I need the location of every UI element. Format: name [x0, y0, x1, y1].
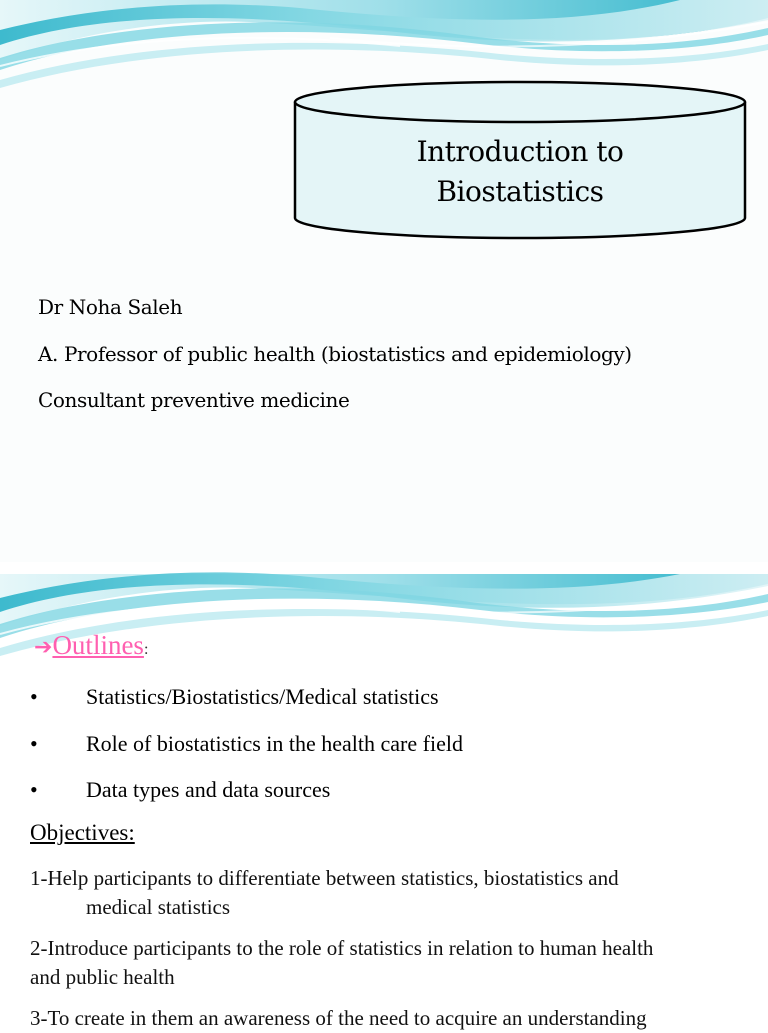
list-item-text: Data types and data sources — [86, 777, 331, 802]
objective-text: 2-Introduce participants to the role of statistics in relation to human health — [30, 936, 654, 960]
objective-text-continued: and public health — [30, 965, 175, 989]
objective-item — [30, 934, 653, 992]
objective-item — [30, 864, 619, 922]
bullet-icon: • — [30, 731, 38, 756]
objective-text: 3-To create in them an awareness of the need to acquire an understanding — [30, 1006, 647, 1030]
bullet-icon: • — [30, 777, 38, 802]
list-item — [30, 731, 463, 757]
list-item — [30, 777, 330, 803]
slide-title — [292, 132, 748, 212]
author-position: A. Professor of public health (biostatistics and epidemiology) — [38, 342, 632, 366]
objective-item — [30, 1004, 647, 1033]
outlines-heading — [34, 630, 148, 661]
objectives-heading: Objectives: — [30, 820, 135, 845]
list-item — [30, 684, 439, 710]
author-role: Consultant preventive medicine — [38, 388, 350, 412]
list-item-text: Role of biostatistics in the health care field — [86, 731, 463, 756]
author-name: Dr Noha Saleh — [38, 295, 183, 319]
bullet-icon: • — [30, 684, 38, 709]
slide-title-line-1: Introduction to — [416, 135, 624, 168]
objective-text: 1-Help participants to differentiate between statistics, biostatistics and — [30, 866, 619, 890]
outlines-colon: : — [143, 641, 149, 658]
list-item-text: Statistics/Biostatistics/Medical statistics — [86, 684, 439, 709]
arrow-right-icon: ➔ — [34, 634, 53, 659]
outlines-label: Outlines — [52, 630, 144, 660]
slide-title-line-2: Biostatistics — [436, 175, 604, 208]
objective-text-continued: medical statistics — [86, 895, 231, 919]
